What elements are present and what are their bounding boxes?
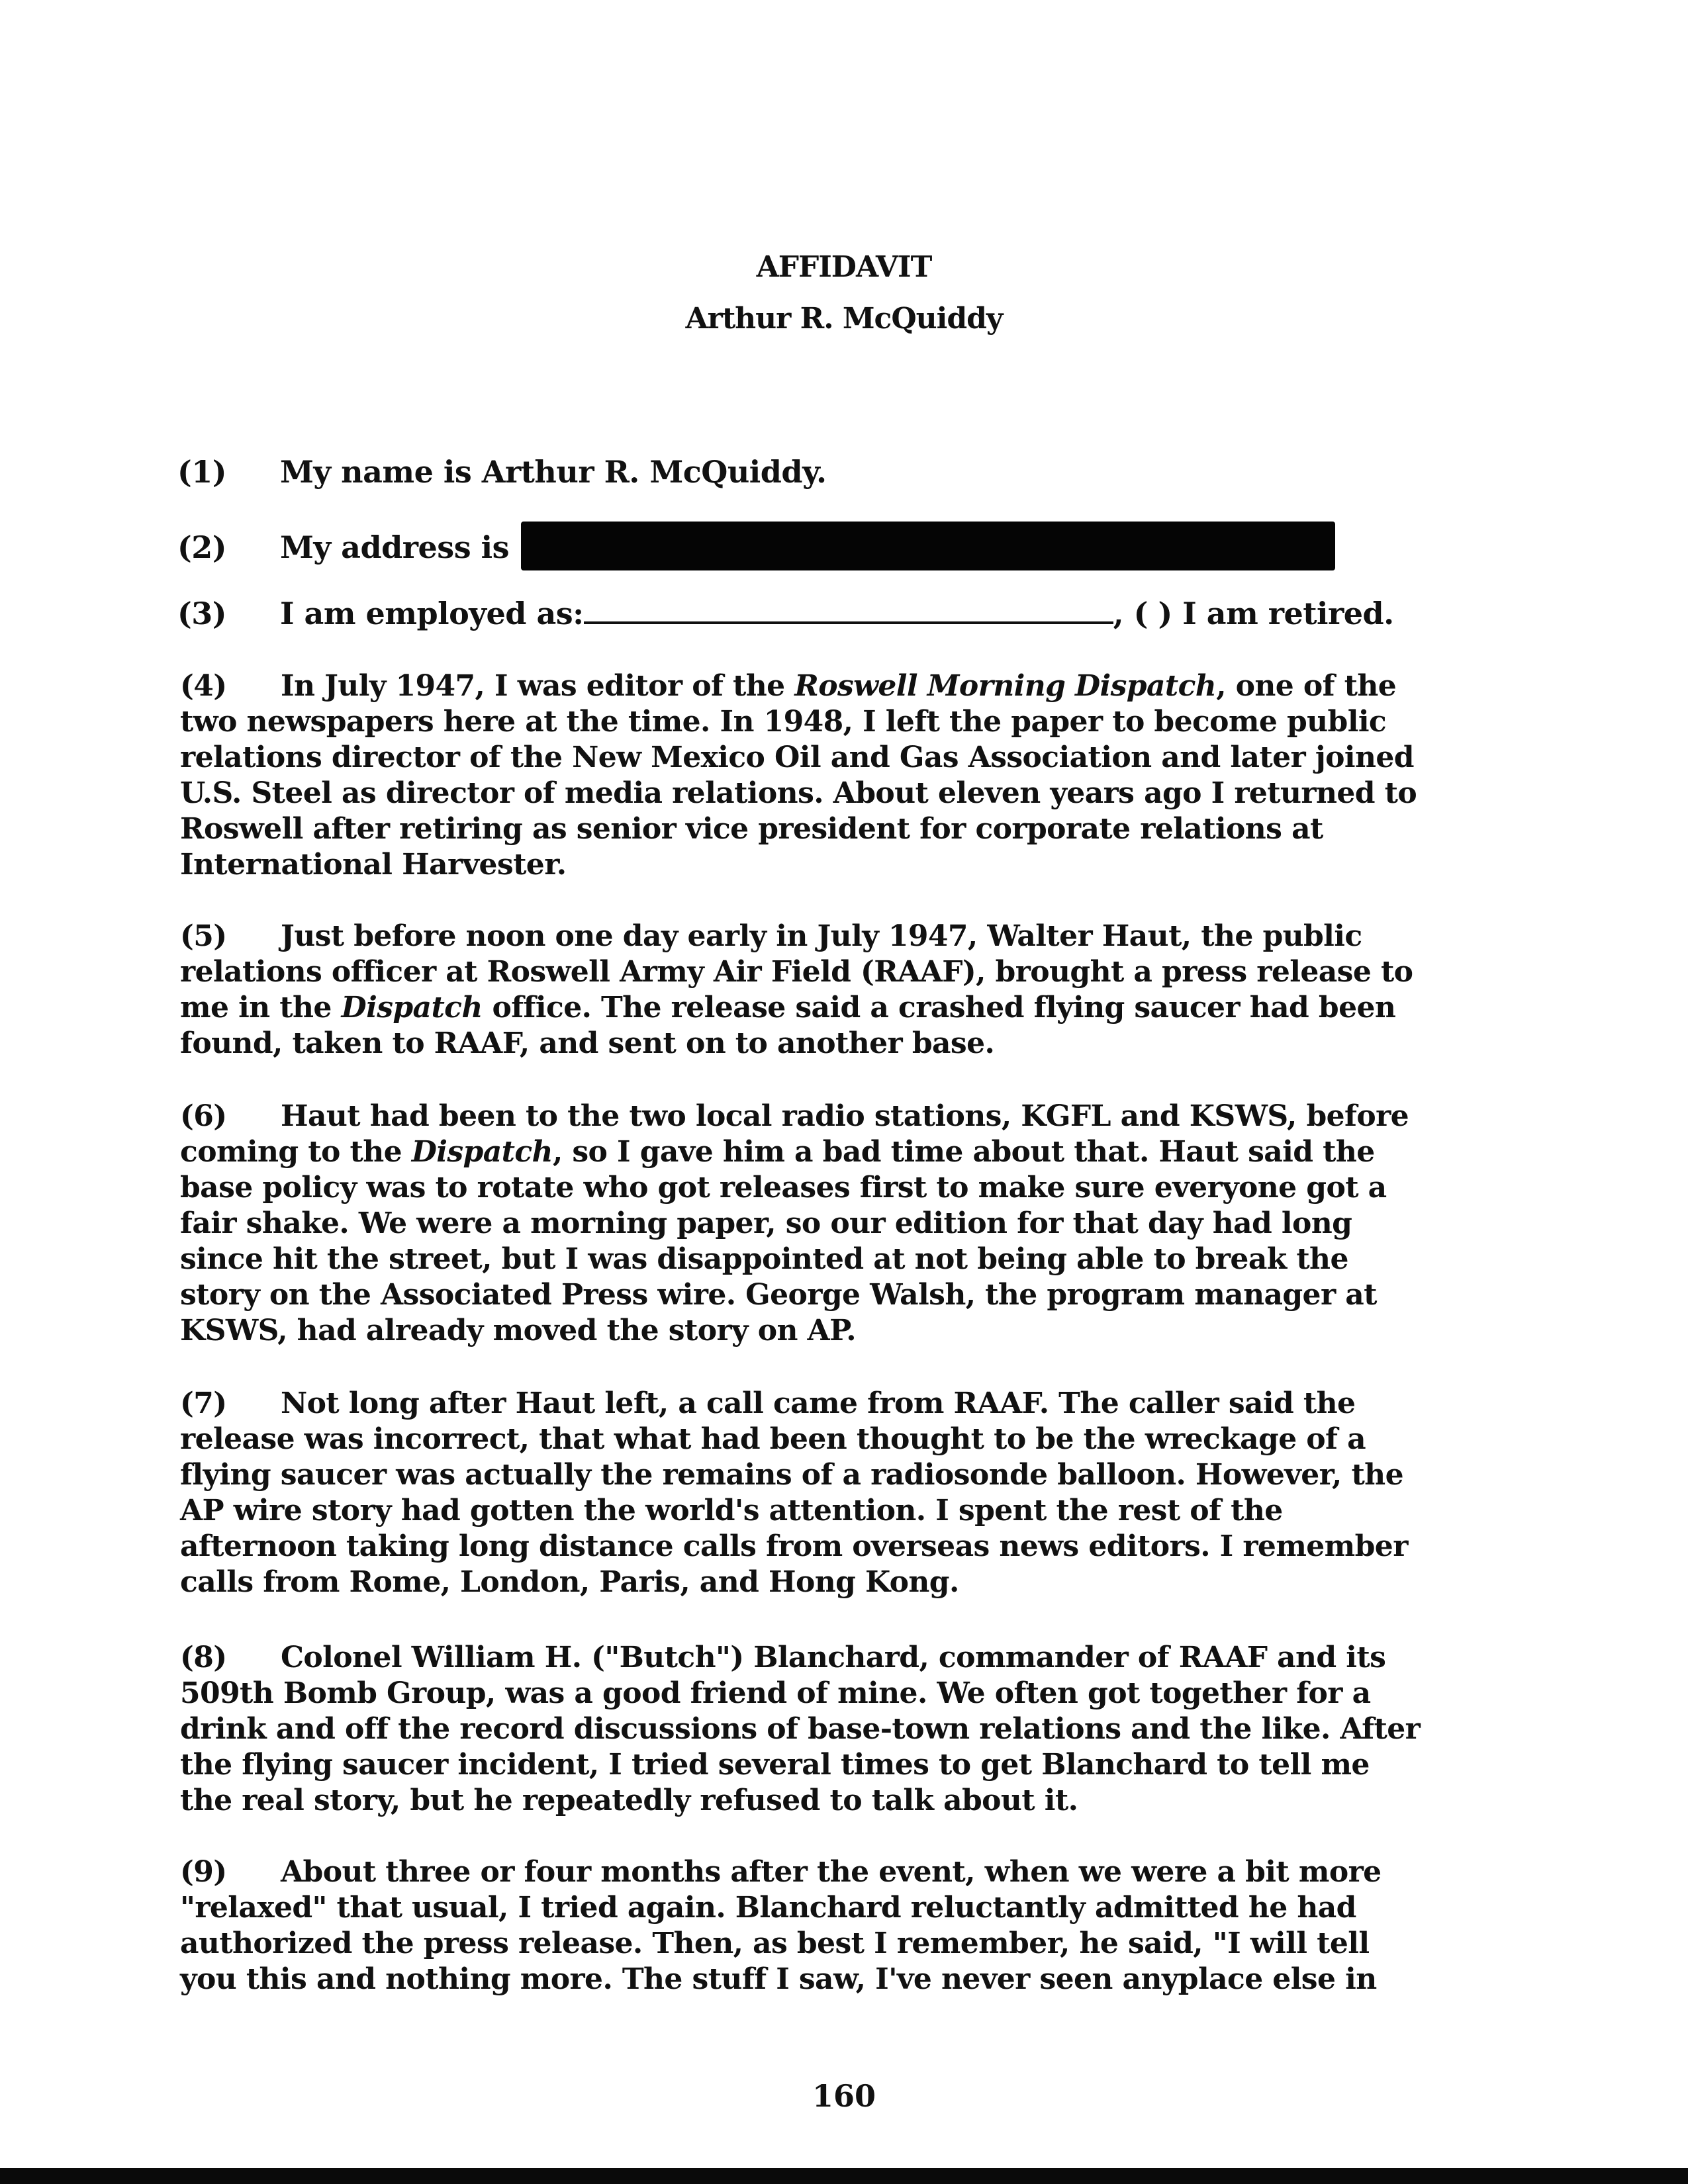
document-title: AFFIDAVIT xyxy=(756,250,932,284)
paragraph-number: (4) xyxy=(180,669,227,703)
paragraph-text: In July 1947, I was editor of the xyxy=(281,669,795,703)
paragraph-text: office. The release said a crashed flying saucer had been found, taken to RAAF, and sent on to another base. xyxy=(180,991,1396,1060)
item-text: My address is xyxy=(280,529,509,565)
paragraph-number: (6) xyxy=(180,1099,227,1133)
newspaper-name: Dispatch xyxy=(341,991,483,1024)
item-3-employment xyxy=(177,596,1394,631)
retired-option-text: , ( ) I am retired. xyxy=(1113,596,1394,631)
paragraph-number: (9) xyxy=(180,1855,227,1889)
employment-blank-line xyxy=(584,596,1113,624)
item-number: (2) xyxy=(177,529,227,565)
affiant-name-heading: Arthur R. McQuiddy xyxy=(685,302,1003,336)
paragraph-text: Just before noon one day early in July 1947, Walter Haut, the public relations officer at Roswell Army Air Field (RAAF), brought a press release to me in the xyxy=(180,919,1413,1024)
paragraph-6 xyxy=(180,1099,1425,1349)
paragraph-number: (8) xyxy=(180,1641,227,1674)
paragraph-text: , one of the two newspapers here at the time. In 1948, I left the paper to become public relations director of the New Mexico Oil and Gas Association and later joined U.S. Steel as director of media relations. About eleven years ago I returned to Roswell after retiring as senior vice president for corporate relations at International Harvester. xyxy=(180,669,1417,882)
item-2-address xyxy=(177,525,1335,574)
scan-edge-bar xyxy=(0,2168,1688,2184)
paragraph-text: Not long after Haut left, a call came from RAAF. The caller said the release was incorrect, that what had been thought to be the wreckage of a flying saucer was actually the remains of a radiosonde balloon. However, the AP wire story had gotten the world's attention. I spent the rest of the afternoon taking long distance calls from overseas news editors. I remember calls from Rome, London, Paris, and Hong Kong. xyxy=(180,1387,1408,1599)
paragraph-4 xyxy=(180,668,1425,883)
item-number: (1) xyxy=(177,454,227,490)
item-text: I am employed as: xyxy=(280,596,584,631)
newspaper-name: Roswell Morning Dispatch xyxy=(794,669,1217,703)
address-redaction-block xyxy=(521,522,1335,570)
paragraph-text: Haut had been to the two local radio stations, KGFL and KSWS, before coming to the xyxy=(180,1099,1409,1169)
paragraph-text: About three or four months after the event, when we were a bit more "relaxed" that usual, I tried again. Blanchard reluctantly admitted he had authorized the press release. Then, as best I remember, he said, "I will tell you this and nothing more. The stuff I saw, I've never seen anyplace else in xyxy=(180,1855,1382,1996)
paragraph-text: Colonel William H. ("Butch") Blanchard, commander of RAAF and its 509th Bomb Group, was a good friend of mine. We often got together for a drink and off the record discussions of base-town relations and the like. After the flying saucer incident, I tried several times to get Blanchard to tell me the real story, but he repeatedly refused to talk about it. xyxy=(180,1641,1421,1817)
page-number: 160 xyxy=(812,2078,876,2114)
paragraph-8 xyxy=(180,1640,1425,1819)
paragraph-9 xyxy=(180,1854,1425,1997)
paragraph-number: (5) xyxy=(180,919,227,953)
item-text: My name is Arthur R. McQuiddy. xyxy=(280,454,827,490)
item-number: (3) xyxy=(177,596,227,631)
paragraph-7 xyxy=(180,1386,1425,1600)
paragraph-text: , so I gave him a bad time about that. Haut said the base policy was to rotate who got releases first to make sure everyone got a fair shake. We were a morning paper, so our edition for that day had long since hit the street, but I was disappointed at not being able to break the story on the Associated Press wire. George Walsh, the program manager at KSWS, had already moved the story on AP. xyxy=(180,1135,1387,1347)
item-1-name xyxy=(177,454,827,490)
paragraph-number: (7) xyxy=(180,1387,227,1420)
paragraph-5 xyxy=(180,919,1425,1062)
newspaper-name: Dispatch xyxy=(411,1135,553,1169)
